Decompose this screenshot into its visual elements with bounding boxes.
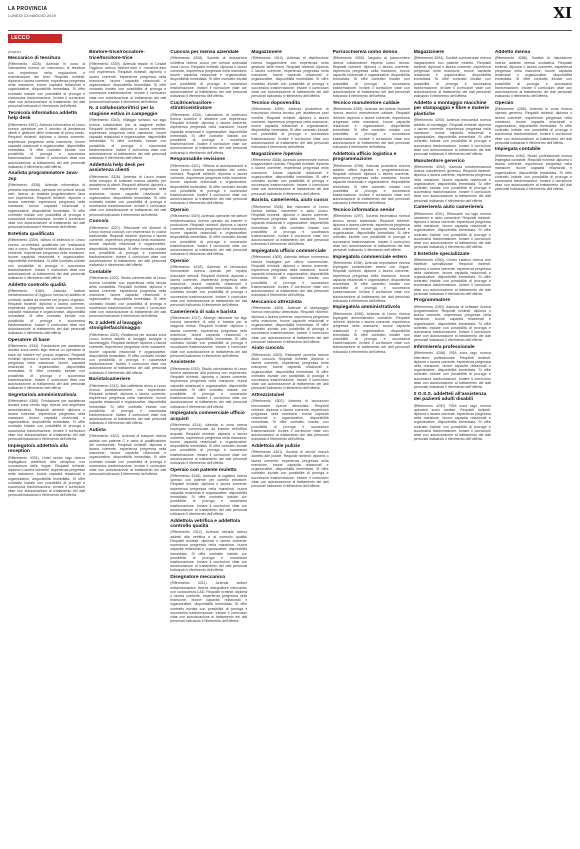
job-description: (Riferimento 4315). Studio odontoiatrico di Lecco ricerca assistente alla poltrona con esperienza. Requisiti richiesti: diploma o laurea coerente, esperienza pregressa nella mansione, buone capacità relazionali e organizzative, disponibilità immediata. Si offre contratto iniziale con possibilità di proroga e successiva trasformazione. Inviare il curriculum vitae con autorizzazione al trattamento dei dati personali indicando il riferimento dell'offerta.	[170, 367, 247, 409]
job-description: (Riferimento 4302). Azienda di lavorazioni meccaniche ricerca attrezzista. Requisiti richiesti: diploma o laurea coerente, esperienza pregressa nella mansione, buone capacità relazionali e organizzative, disponibilità immediata. Si offre contratto iniziale con possibilità di proroga e successiva trasformazione. Inviare il curriculum vitae con autorizzazione al trattamento dei dati personali indicando il riferimento dell'offerta.	[251, 399, 328, 441]
job-description: (Riferimento 4325). Residenza per anziani zona Lecco ricerca addetti al lavaggio stoviglie e facchinaggio. Requisiti richiesti: diploma o laurea coerente, esperienza pregressa nella mansione, buone capacità relazionali e organizzative, disponibilità immediata. Si offre contratto iniziale con possibilità di proroga e successiva trasformazione. Inviare il curriculum vitae con autorizzazione al trattamento dei dati personali indicando il riferimento dell'offerta.	[89, 333, 166, 375]
job-title: Tecnico manutentore caldaie	[332, 100, 400, 106]
job-title: Operaio	[494, 100, 514, 106]
job-listing	[414, 159, 491, 203]
job-title: Cameriere/a di sala e barista	[170, 309, 237, 315]
job-title: Impiegato/a commerciale estero	[332, 254, 408, 260]
job-title: Addetto a montaggio macchine per stampaggio e fibre e materie plastiche	[413, 100, 489, 117]
job-description: (Riferimento 4304). Azienda di stampaggio ricerca meccanico attrezzista. Requisiti richiesti: diploma o laurea coerente, esperienza pregressa nella mansione, buone capacità relazionali e organizzative, disponibilità immediata. Si offre contratto iniziale con possibilità di proroga e successiva trasformazione. Inviare il curriculum vitae con autorizzazione al trattamento dei dati personali indicando il riferimento dell'offerta.	[251, 306, 328, 344]
job-title: Impiegato/a commerciale ufficio acquisti	[170, 411, 245, 422]
job-description: (Riferimento 4322). Azienda di trasporti ricerca autista con patente C e carta di qualificazione del conducente. Requisiti richiesti: diploma o laurea coerente, esperienza pregressa nella mansione, buone capacità relazionali e organizzative, disponibilità immediata. Si offre contratto iniziale con possibilità di proroga e successiva trasformazione. Inviare il curriculum vitae con autorizzazione al trattamento dei dati personali indicando il riferimento dell'offerta.	[89, 434, 166, 476]
section-label: LECCO	[8, 34, 62, 43]
job-listing	[170, 411, 247, 465]
job-listing	[495, 147, 572, 191]
job-listing	[333, 50, 410, 98]
job-title: Meccanico di tessitura	[8, 55, 61, 61]
job-description: (Riferimento 4300). Negozio di parrucchiere ricerca collaboratore esperto uomo donna. Requisiti richiesti: diploma o laurea coerente, esperienza pregressa nella mansione, buone capacità relazionali e organizzative, disponibilità immediata. Si offre contratto iniziale con possibilità di proroga e successiva trasformazione. Inviare il curriculum vitae con autorizzazione al trattamento dei dati personali indicando il riferimento dell'offerta.	[333, 56, 410, 98]
job-listing	[251, 152, 328, 196]
job-title: Estetista qualificata	[8, 231, 54, 237]
listing-column	[414, 50, 491, 842]
job-description: (Riferimento 4328). Azienda in zona di Valmadrera ricerca un meccanico di tessitura con esperienza nella regolazione e manutenzione dei telai. Requisiti richiesti: diploma o laurea coerente, esperienza pregressa nella mansione, buone capacità relazionali e organizzative, disponibilità immediata. Si offre contratto iniziale con possibilità di proroga e successiva trasformazione. Inviare il curriculum vitae con autorizzazione al trattamento dei dati personali indicando il riferimento dell'offerta.	[8, 62, 85, 108]
job-listing	[8, 171, 85, 229]
job-title: Addetto/a help desk per assistenza clienti	[89, 162, 145, 174]
job-description: (Riferimento 4294). Società commerciale ricerca magazziniere con patente muletto. Requisiti richiesti: diploma o laurea coerente, esperienza pregressa nella mansione, buone capacità relazionali e organizzative, disponibilità immediata. Si offre contratto iniziale con possibilità di proroga e successiva trasformazione. Inviare il curriculum vitae con autorizzazione al trattamento dei dati personali indicando il riferimento dell'offerta.	[414, 56, 491, 98]
job-description: (Riferimento 4334). Fondazione per assistenza anziani zona centro lago ricerca un operatore di base da inserire nel proprio organico. Requisiti richiesti: diploma o laurea coerente, esperienza pregressa nella mansione, buone capacità relazionali e organizzative, disponibilità immediata. Si offre contratto iniziale con possibilità di proroga e successiva trasformazione. Inviare il curriculum vitae con autorizzazione al trattamento dei dati personali indicando il riferimento dell'offerta.	[8, 344, 85, 390]
listing-column	[8, 50, 85, 842]
job-listing	[414, 101, 491, 156]
job-title: Barista, cameriere/a, aiuto cuoco	[251, 198, 329, 204]
job-title: Addetto/a ufficio logistica e programmazione	[332, 151, 397, 163]
job-listing	[8, 444, 85, 498]
job-listing	[8, 56, 85, 109]
job-title: 2 Estetiste specializzate	[413, 251, 470, 257]
job-description: (Riferimento 4287). RSA zona lago ricerca operatori socio sanitari. Requisiti richiesti: diploma o laurea coerente, esperienza pregressa nella mansione, buone capacità relazionali e organizzative, disponibilità immediata. Si offre contratto iniziale con possibilità di proroga e successiva trasformazione. Inviare il curriculum vitae con autorizzazione al trattamento dei dati personali indicando il riferimento dell'offerta.	[414, 404, 491, 442]
job-description: (Riferimento 4316). Azienda di logistica ricerca operaio con patente per carrello elevatore. Requisiti richiesti: diploma o laurea coerente, esperienza pregressa nella mansione, buone capacità relazionali e organizzative, disponibilità immediata. Si offre contratto iniziale con possibilità di proroga e successiva trasformazione. Inviare il curriculum vitae con autorizzazione al trattamento dei dati personali indicando il riferimento dell'offerta.	[170, 474, 247, 516]
job-description: (Riferimento 4306). Bar ristorante in Lecco ricerca barista, cameriere e aiuto cuoco. Requisiti richiesti: diploma o laurea coerente, esperienza pregressa nella mansione, buone capacità relazionali e organizzative, disponibilità immediata. Si offre contratto iniziale con possibilità di proroga e successiva trasformazione. Inviare il curriculum vitae con autorizzazione al trattamento dei dati personali indicando il riferimento dell'offerta.	[251, 205, 328, 247]
job-listing	[170, 157, 247, 205]
job-listing	[89, 219, 166, 267]
job-listing	[251, 393, 328, 441]
job-listing	[170, 310, 247, 358]
job-description: (Riferimento 4305). Azienda settore commercio ricerca impiegata per ufficio commerciale. Requisiti richiesti: diploma o laurea coerente, esperienza pregressa nella mansione, buone capacità relazionali e organizzative, disponibilità immediata. Si offre contratto iniziale con possibilità di proroga e successiva trasformazione. Inviare il curriculum vitae con autorizzazione al trattamento dei dati personali indicando il riferimento dell'offerta.	[251, 255, 328, 297]
job-title: Autista	[89, 428, 106, 434]
job-description: (Riferimento 4295). Azienda di Lecco ricerca impiegato amministrativo contabile. Requisiti richiesti: diploma o laurea coerente, esperienza pregressa nella mansione, buone capacità relazionali e organizzative, disponibilità immediata. Si offre contratto iniziale con possibilità di proroga e successiva trasformazione. Inviare il curriculum vitae con autorizzazione al trattamento dei dati personali indicando il riferimento dell'offerta.	[333, 312, 410, 354]
listing-column	[333, 50, 410, 842]
job-title: Impiegato/a addetto/a alla reception	[8, 443, 68, 455]
job-description: (Riferimento 4291). Ristorante sul lago ricerca cameriere e aiuto cameriere. Requisiti richiesti: diploma o laurea coerente, esperienza pregressa nella mansione, buone capacità relazionali e organizzative, disponibilità immediata. Si offre contratto iniziale con possibilità di proroga e successiva trasformazione. Inviare il curriculum vitae con autorizzazione al trattamento dei dati personali indicando il riferimento dell'offerta.	[414, 212, 491, 250]
job-title: Magazziniere	[251, 50, 282, 55]
job-listing	[170, 50, 247, 98]
job-title: N. 2 addetti al lavaggio stoviglie/facchinaggio	[89, 320, 143, 332]
job-listing	[333, 208, 410, 252]
job-description: (Riferimento 4328). Società di ristorazione collettiva ricerca cuoco per mensa aziendale zona Lecco. Requisiti richiesti: diploma o laurea coerente, esperienza pregressa nella mansione, buone capacità relazionali e organizzative, disponibilità immediata. Si offre contratto iniziale con possibilità di proroga e successiva trasformazione. Inviare il curriculum vitae con autorizzazione al trattamento dei dati personali indicando il riferimento dell'offerta.	[170, 56, 247, 98]
job-description: (Riferimento 4324). Laboratorio di confezioni ricerca cucitrice e stiratrice con esperienza. Requisiti richiesti: diploma o laurea coerente, esperienza pregressa nella mansione, buone capacità relazionali e organizzative, disponibilità immediata. Si offre contratto iniziale con possibilità di proroga e successiva trasformazione. Inviare il curriculum vitae con autorizzazione al trattamento dei dati personali indicando il riferimento dell'offerta.	[170, 113, 247, 155]
job-title: Impiegato/a ufficio commerciale	[251, 249, 326, 255]
job-listing	[8, 393, 85, 441]
job-listing	[251, 198, 328, 246]
job-listing	[251, 101, 328, 149]
job-listing	[251, 249, 328, 297]
job-title: Impiegato/a amministrativo/a	[332, 305, 400, 311]
job-description: (Riferimento 4303). Ristorante pizzeria ricerca aiuto cuoco/a. Requisiti richiesti: diploma o laurea coerente, esperienza pregressa nella mansione, buone capacità relazionali e organizzative, disponibilità immediata. Si offre contratto iniziale con possibilità di proroga e successiva trasformazione. Inviare il curriculum vitae con autorizzazione al trattamento dei dati personali indicando il riferimento dell'offerta.	[251, 353, 328, 391]
job-listing	[414, 298, 491, 342]
job-title: Addetto mensa	[494, 50, 531, 55]
listing-column	[170, 50, 247, 842]
job-description: (Riferimento 4284). Studio professionale ricerca impiegata contabile. Requisiti richiesti: diploma o laurea coerente, esperienza pregressa nella mansione, buone capacità relazionali e organizzative, disponibilità immediata. Si offre contratto iniziale con possibilità di proroga e successiva trasformazione. Inviare il curriculum vitae con autorizzazione al trattamento dei dati personali indicando il riferimento dell'offerta.	[495, 154, 572, 192]
job-listing	[170, 468, 247, 516]
job-listing	[89, 428, 166, 476]
job-listing	[414, 392, 491, 442]
job-listing	[170, 101, 247, 155]
job-description: (Riferimento 4326). Azienda di Lecco leader nella sviluppo di software ricerca addetto per assistenza ai clienti. Requisiti richiesti: diploma o laurea coerente, esperienza pregressa nella mansione, buone capacità relazionali e organizzative, disponibilità immediata. Si offre contratto iniziale con possibilità di proroga e successiva trasformazione. Inviare il curriculum vitae con autorizzazione al trattamento dei dati personali indicando il riferimento dell'offerta.	[89, 175, 166, 217]
job-title: Addetto controllo qualità	[8, 282, 66, 288]
job-description: (Riferimento 4310). Azienda di distribuzione ricerca magazziniere con esperienza nella gestione delle merci. Requisiti richiesti: diploma o laurea coerente, esperienza pregressa nella mansione, buone capacità relazionali e organizzative, disponibilità immediata. Si offre contratto iniziale con possibilità di proroga e successiva trasformazione. Inviare il curriculum vitae con autorizzazione al trattamento dei dati personali indicando il riferimento dell'offerta.	[251, 56, 328, 98]
job-description: (Riferimento 4309). Azienda produttrice di macchinari ricerca tecnico per assistenza post vendita. Requisiti richiesti: diploma o laurea coerente, esperienza pregressa nella mansione, buone capacità relazionali e organizzative, disponibilità immediata. Si offre contratto iniziale con possibilità di proroga e successiva trasformazione. Inviare il curriculum vitae con autorizzazione al trattamento dei dati personali indicando il riferimento dell'offerta.	[251, 107, 328, 149]
job-description: (Riferimento 4285). Azienda in zona ricerca operaio generico. Requisiti richiesti: diploma o laurea coerente, esperienza pregressa nella mansione, buone capacità relazionali e organizzative, disponibilità immediata. Si offre contratto iniziale con possibilità di proroga e successiva trasformazione. Inviare il curriculum vitae con autorizzazione al trattamento dei dati personali indicando il riferimento dell'offerta.	[495, 107, 572, 145]
job-title: Tecnico informatico senior	[332, 208, 395, 214]
job-title: Cuoco/a per mensa aziendale	[170, 50, 239, 55]
job-listing	[8, 232, 85, 280]
job-listing	[333, 152, 410, 206]
job-listing	[89, 321, 166, 375]
job-title: Addetto/a alle pulizie	[251, 443, 301, 449]
job-description: (Riferimento 4312). Azienda vetraria ricerca addetti alla vetrifica e al controllo qualità. Requisiti richiesti: diploma o laurea coerente, esperienza pregressa nella mansione, buone capacità relazionali e organizzative, disponibilità immediata. Si offre contratto iniziale con possibilità di proroga e successiva trasformazione. Inviare il curriculum vitae con autorizzazione al trattamento dei dati personali indicando il riferimento dell'offerta.	[170, 530, 247, 572]
job-description: (Riferimento 4288). RSA zona lago ricerca infermiere professionale. Requisiti richiesti: diploma o laurea coerente, esperienza pregressa nella mansione, buone capacità relazionali e organizzative, disponibilità immediata. Si offre contratto iniziale con possibilità di proroga e successiva trasformazione. Inviare il curriculum vitae con autorizzazione al trattamento dei dati personali indicando il riferimento dell'offerta.	[414, 351, 491, 389]
job-title: Infermiere/a professionale	[413, 345, 475, 351]
job-listing	[89, 50, 166, 104]
job-description: (Riferimento 4298). Azienda produttiva ricerca addetto ufficio logistica e programmazione. Requisiti richiesti: diploma o laurea coerente, esperienza pregressa nella mansione, buone capacità relazionali e organizzative, disponibilità immediata. Si offre contratto iniziale con possibilità di proroga e successiva trasformazione. Inviare il curriculum vitae con autorizzazione al trattamento dei dati personali indicando il riferimento dell'offerta.	[333, 164, 410, 206]
job-listing	[89, 270, 166, 318]
job-listing	[170, 360, 247, 408]
job-listing	[251, 300, 328, 344]
job-listing	[170, 208, 247, 256]
job-description: (Riferimento 4297). Società informatica ricerca tecnico senior sistemista. Requisiti richiesti: diploma o laurea coerente, esperienza pregressa nella mansione, buone capacità relazionali e organizzative, disponibilità immediata. Si offre contratto iniziale con possibilità di proroga e successiva trasformazione. Inviare il curriculum vitae con autorizzazione al trattamento dei dati personali indicando il riferimento dell'offerta.	[333, 214, 410, 252]
job-description: (Riferimento 4314). Azienda in zona ricerca impiegato commerciale da inserire nell'ufficio acquisti. Requisiti richiesti: diploma o laurea coerente, esperienza pregressa nella mansione, buone capacità relazionali e organizzative, disponibilità immediata. Si offre contratto iniziale con possibilità di proroga e successiva trasformazione. Inviare il curriculum vitae con autorizzazione al trattamento dei dati personali indicando il riferimento dell'offerta.	[170, 423, 247, 465]
job-title: Operaio	[170, 258, 189, 264]
job-listing	[251, 346, 328, 390]
job-listing	[170, 575, 247, 623]
job-description: (Riferimento 4293). Azienda meccanica ricerca addetto al montaggio. Requisiti richiesti: diploma o laurea coerente, esperienza pregressa nella mansione, buone capacità relazionali e organizzative, disponibilità immediata. Si offre contratto iniziale con possibilità di proroga e successiva trasformazione. Inviare il curriculum vitae con autorizzazione al trattamento dei dati personali indicando il riferimento dell'offerta.	[414, 118, 491, 156]
job-listing	[414, 252, 491, 296]
job-description: (Riferimento 4292). Azienda metalmeccanica ricerca manutentore generico. Requisiti richiesti: diploma o laurea coerente, esperienza pregressa nella mansione, buone capacità relazionali e organizzative, disponibilità immediata. Si offre contratto iniziale con possibilità di proroga e successiva trasformazione. Inviare il curriculum vitae con autorizzazione al trattamento dei dati personali indicando il riferimento dell'offerta.	[414, 165, 491, 203]
job-title: Addetto/a vetrifica e addetto/a controllo qualità	[170, 518, 241, 530]
issue-date: LUNEDÌ 13 MAGGIO 2019	[8, 13, 56, 18]
job-description: (Riferimento 4311). Azienda settore metalmeccanico ricerca disegnatore meccanico con conoscenza CAD. Requisiti richiesti: diploma o laurea coerente, esperienza pregressa nella mansione, buone capacità relazionali e organizzative, disponibilità immediata. Si offre contratto iniziale con possibilità di proroga e successiva trasformazione. Inviare il curriculum vitae con autorizzazione al trattamento dei dati personali indicando il riferimento dell'offerta.	[170, 581, 247, 623]
job-title: 2 O.S.S. addette/i all'assistenza dei pazienti adulti disabili	[413, 391, 487, 403]
job-listing	[333, 101, 410, 149]
job-title: Cameriere/a aiuto cameriere/a	[413, 205, 484, 211]
listing-column	[89, 50, 166, 842]
job-listing	[251, 444, 328, 488]
job-description: (Riferimento 4308). Azienda commerciale ricerca magazziniere operaio. Requisiti richiesti: diploma o laurea coerente, esperienza pregressa nella mansione, buone capacità relazionali e organizzative, disponibilità immediata. Si offre contratto iniziale con possibilità di proroga e successiva trasformazione. Inviare il curriculum vitae con autorizzazione al trattamento dei dati personali indicando il riferimento dell'offerta.	[251, 158, 328, 196]
job-description: (Riferimento 4317). Albergo ristorante sul lago ricerca cameriere di sala e barista per la stagione estiva. Requisiti richiesti: diploma o laurea coerente, esperienza pregressa nella mansione, buone capacità relazionali e organizzative, disponibilità immediata. Si offre contratto iniziale con possibilità di proroga e successiva trasformazione. Inviare il curriculum vitae con autorizzazione al trattamento dei dati personali indicando il riferimento dell'offerta.	[170, 316, 247, 358]
job-listing	[251, 50, 328, 98]
job-title: Binitore-trice/roccatore-trice/torcitore-trice	[89, 50, 145, 61]
job-description: (Riferimento 4339). Azienda tessile in Cesate Oggiono ricerca binitore-trice e roccatore-trice con esperienza. Requisiti richiesti: diploma o laurea coerente, esperienza pregressa nella mansione, buone capacità relazionali e organizzative, disponibilità immediata. Si offre contratto iniziale con possibilità di proroga e successiva trasformazione. Inviare il curriculum vitae con autorizzazione al trattamento dei dati personali indicando il riferimento dell'offerta.	[89, 62, 166, 104]
job-listing	[89, 106, 166, 160]
job-listing	[333, 255, 410, 303]
job-description: (Riferimento 4290). Centro estetico ricerca due estetiste specializzate. Requisiti richiesti: diploma o laurea coerente, esperienza pregressa nella mansione, buone capacità relazionali e organizzative, disponibilità immediata. Si offre contratto iniziale con possibilità di proroga e successiva trasformazione. Inviare il curriculum vitae con autorizzazione al trattamento dei dati personali indicando il riferimento dell'offerta.	[414, 258, 491, 296]
job-description: (Riferimento 4319). Azienda operante nel settore metalmeccanico ricerca operaio da inserire in produzione. Requisiti richiesti: diploma o laurea coerente, esperienza pregressa nella mansione, buone capacità relazionali e organizzative, disponibilità immediata. Si offre contratto iniziale con possibilità di proroga e successiva trasformazione. Inviare il curriculum vitae con autorizzazione al trattamento dei dati personali indicando il riferimento dell'offerta.	[170, 214, 247, 256]
job-title: Aiuto cuoco/a	[251, 346, 284, 352]
job-title: N. 4 collaboratori/trici per la stagione estiva in campeggio	[89, 106, 158, 117]
masthead	[8, 4, 572, 31]
job-description: (Riferimento 4350). Fondazione per assistenza anziani zona centro lago ricerca una segretaria amministrativa. Requisiti richiesti: diploma o laurea coerente, esperienza pregressa nella mansione, buone capacità relazionali e organizzative, disponibilità immediata. Si offre contratto iniziale con possibilità di proroga e successiva trasformazione. Inviare il curriculum vitae con autorizzazione al trattamento dei dati personali indicando il riferimento dell'offerta.	[8, 399, 85, 441]
job-title: Analista programmatore Java-Jsp	[8, 171, 79, 182]
job-listing	[495, 101, 572, 145]
job-title: Contabile	[89, 270, 112, 276]
job-listing	[89, 163, 166, 217]
job-title: Magazziniere	[413, 50, 445, 55]
job-description: (Riferimento 4357). Azienda informatica di Lecco ricerca operatore per il servizio di assistenza clienti e gestione delle chiamate di primo livello. Requisiti richiesti: diploma o laurea coerente, esperienza pregressa nella mansione, buone capacità relazionali e organizzative, disponibilità immediata. Si offre contratto iniziale con possibilità di proroga e successiva trasformazione. Inviare il curriculum vitae con autorizzazione al trattamento dei dati personali indicando il riferimento dell'offerta.	[8, 123, 85, 169]
section-city: (segue)	[8, 50, 21, 54]
job-description: (Riferimento 4286). Società di ristorazione ricerca addetto mensa scolastica. Requisiti richiesti: diploma o laurea coerente, esperienza pregressa nella mansione, buone capacità relazionali e organizzative, disponibilità immediata. Si offre contratto iniziale con possibilità di proroga e successiva trasformazione. Inviare il curriculum vitae con autorizzazione al trattamento dei dati personali indicando il riferimento dell'offerta.	[495, 56, 572, 98]
job-listing	[414, 50, 491, 98]
job-listing	[414, 205, 491, 249]
job-description: (Riferimento 4289). Azienda di software ricerca programmatore. Requisiti richiesti: diploma o laurea coerente, esperienza pregressa nella mansione, buone capacità relazionali e organizzative, disponibilità immediata. Si offre contratto iniziale con possibilità di proroga e successiva trasformazione. Inviare il curriculum vitae con autorizzazione al trattamento dei dati personali indicando il riferimento dell'offerta.	[414, 305, 491, 343]
listing-columns	[8, 50, 572, 842]
job-title: Responsabile revisione	[170, 157, 225, 163]
job-listing	[414, 345, 491, 389]
job-description: (Riferimento 4327). Ristorante nei dintorni di Lecco ricerca cuoco/a con esperienza in cucina tradizionale. Requisiti richiesti: diploma o laurea coerente, esperienza pregressa nella mansione, buone capacità relazionali e organizzative, disponibilità immediata. Si offre contratto iniziale con possibilità di proroga e successiva trasformazione. Inviare il curriculum vitae con autorizzazione al trattamento dei dati personali indicando il riferimento dell'offerta.	[89, 226, 166, 268]
job-title: Disegnatore meccanico	[170, 574, 226, 580]
listing-column	[251, 50, 328, 842]
job-title: Cucitrice/cucitore - stiratrice/stiratore	[170, 100, 215, 112]
listing-column	[495, 50, 572, 842]
page-number: XI	[553, 4, 572, 22]
job-title: Impiegata contabile	[494, 147, 541, 153]
job-description: (Riferimento 4320). Studio commerciale di Lecco ricerca contabile con esperienza nella tenuta della contabilità. Requisiti richiesti: diploma o laurea coerente, esperienza pregressa nella mansione, buone capacità relazionali e organizzative, disponibilità immediata. Si offre contratto iniziale con possibilità di proroga e successiva trasformazione. Inviare il curriculum vitae con autorizzazione al trattamento dei dati personali indicando il riferimento dell'offerta.	[89, 276, 166, 318]
job-title: Magazziniere /operaio	[251, 151, 303, 157]
job-listing	[8, 111, 85, 169]
job-title: Tecnico dopovendita	[251, 100, 300, 106]
job-title: Attrezzista/sel	[251, 393, 285, 399]
job-title: Tecnico/a informatico addetto help desk	[8, 110, 78, 122]
job-title: Operatore di base	[8, 337, 50, 343]
job-description: (Riferimento 4321). Officina di autoriparazioni in zona Lecco ricerca responsabile del centro revisioni. Requisiti richiesti: diploma o laurea coerente, esperienza pregressa nella mansione, buone capacità relazionali e organizzative, disponibilità immediata. Si offre contratto iniziale con possibilità di proroga e successiva trasformazione. Inviare il curriculum vitae con autorizzazione al trattamento dei dati personali indicando il riferimento dell'offerta.	[170, 164, 247, 206]
newspaper-name: LA PROVINCIA	[8, 6, 48, 12]
job-title: Operaio	[170, 208, 189, 214]
job-title: Parrucchiere/a uomo donna	[332, 50, 398, 55]
job-description: (Riferimento 4301). Società di servizi ricerca addetto alle pulizie. Requisiti richiesti: diploma o laurea coerente, esperienza pregressa nella mansione, buone capacità relazionali e organizzative, disponibilità immediata. Si offre contratto iniziale con possibilità di proroga e successiva trasformazione. Inviare il curriculum vitae con autorizzazione al trattamento dei dati personali indicando il riferimento dell'offerta.	[251, 450, 328, 488]
job-title: Manutentore generico	[413, 158, 465, 164]
job-description: (Riferimento 4339). Istituto di bellezza in Lecco ricerca un'estetista qualificata per trattamenti viso e corpo. Requisiti richiesti: diploma o laurea coerente, esperienza pregressa nella mansione, buone capacità relazionali e organizzative, disponibilità immediata. Si offre contratto iniziale con possibilità di proroga e successiva trasformazione. Inviare il curriculum vitae con autorizzazione al trattamento dei dati personali indicando il riferimento dell'offerta.	[8, 238, 85, 280]
job-description: (Riferimento 4299). Azienda del settore impianti ricerca tecnico manutentore caldaie. Requisiti richiesti: diploma o laurea coerente, esperienza pregressa nella mansione, buone capacità relazionali e organizzative, disponibilità immediata. Si offre contratto iniziale con possibilità di proroga e successiva trasformazione. Inviare il curriculum vitae con autorizzazione al trattamento dei dati personali indicando il riferimento dell'offerta.	[333, 107, 410, 149]
job-title: Assistente	[170, 360, 196, 366]
job-description: (Riferimento 4336). Azienda informatica di primaria importanza, operante nel settore servizi web, ricerca un analista programmatore Java con esperienza. Requisiti richiesti: diploma o laurea coerente, esperienza pregressa nella mansione, buone capacità relazionali e organizzative, disponibilità immediata. Si offre contratto iniziale con possibilità di proroga e successiva trasformazione. Inviare il curriculum vitae con autorizzazione al trattamento dei dati personali indicando il riferimento dell'offerta.	[8, 183, 85, 229]
job-listing	[89, 377, 166, 425]
job-title: Programmatore	[413, 298, 451, 304]
job-title: Cuoco/a	[89, 219, 109, 225]
job-description: (Riferimento 4343). Villaggio turistico sul lago ricerca collaboratori per la stagione estiva. Requisiti richiesti: diploma o laurea coerente, esperienza pregressa nella mansione, buone capacità relazionali e organizzative, disponibilità immediata. Si offre contratto iniziale con possibilità di proroga e successiva trasformazione. Inviare il curriculum vitae con autorizzazione al trattamento dei dati personali indicando il riferimento dell'offerta.	[89, 118, 166, 160]
job-listing	[170, 519, 247, 573]
job-description: (Riferimento 4318). Azienda di lavorazioni meccaniche ricerca operaio per reparto macchine utensili. Requisiti richiesti: diploma o laurea coerente, esperienza pregressa nella mansione, buone capacità relazionali e organizzative, disponibilità immediata. Si offre contratto iniziale con possibilità di proroga e successiva trasformazione. Inviare il curriculum vitae con autorizzazione al trattamento dei dati personali indicando il riferimento dell'offerta.	[170, 265, 247, 307]
job-title: Segretario/a amministrativo/a	[8, 392, 77, 398]
job-listing	[333, 305, 410, 353]
job-description: (Riferimento 4313). Bar caffetteria vicino a Lecco ricerca barista/cameriere con esperienza. Requisiti richiesti: diploma o laurea coerente, esperienza pregressa nella mansione, buone capacità relazionali e organizzative, disponibilità immediata. Si offre contratto iniziale con possibilità di proroga e successiva trasformazione. Inviare il curriculum vitae con autorizzazione al trattamento dei dati personali indicando il riferimento dell'offerta.	[89, 384, 166, 426]
job-description: (Riferimento 4360). Azienda settore metalmeccanico di Oggiono ricerca un addetto al controllo qualità da inserire nel proprio organico. Requisiti richiesti: diploma o laurea coerente, esperienza pregressa nella mansione, buone capacità relazionali e organizzative, disponibilità immediata. Si offre contratto iniziale con possibilità di proroga e successiva trasformazione. Inviare il curriculum vitae con autorizzazione al trattamento dei dati personali indicando il riferimento dell'offerta.	[8, 289, 85, 335]
job-listing	[8, 283, 85, 336]
job-listing	[495, 50, 572, 98]
job-listing	[170, 259, 247, 307]
job-title: Meccanico attrezzista	[251, 299, 302, 305]
job-listing	[8, 338, 85, 391]
job-description: (Riferimento 4331). Hotel centro lago ricerca impiegato/a addetto/a alla reception con conoscenza delle lingue. Requisiti richiesti: diploma o laurea coerente, esperienza pregressa nella mansione, buone capacità relazionali e organizzative, disponibilità immediata. Si offre contratto iniziale con possibilità di proroga e successiva trasformazione. Inviare il curriculum vitae con autorizzazione al trattamento dei dati personali indicando il riferimento dell'offerta.	[8, 456, 85, 498]
job-title: Operaio con patente muletto	[170, 467, 237, 473]
job-title: Barista/cameriere	[89, 377, 131, 383]
job-description: (Riferimento 4296). Azienda esportatrice ricerca impiegato commerciale estero con lingue. Requisiti richiesti: diploma o laurea coerente, esperienza pregressa nella mansione, buone capacità relazionali e organizzative, disponibilità immediata. Si offre contratto iniziale con possibilità di proroga e successiva trasformazione. Inviare il curriculum vitae con autorizzazione al trattamento dei dati personali indicando il riferimento dell'offerta.	[333, 261, 410, 303]
